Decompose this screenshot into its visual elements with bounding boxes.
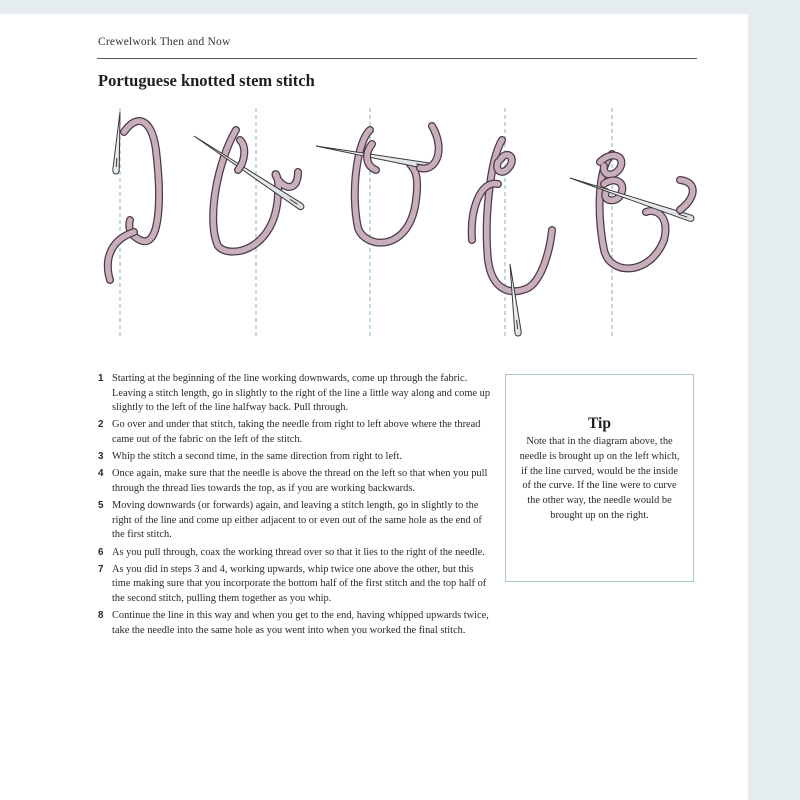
tip-body: Note that in the diagram above, the needle is brought up on the left which, if the line curved, would be the inside of the curve. If the line were to curve the other way, the needle would be brought up on the right. bbox=[519, 436, 680, 521]
page-frame-top bbox=[0, 0, 760, 14]
step-number: 3 bbox=[98, 451, 104, 463]
step-item bbox=[98, 563, 494, 607]
tip-title: Tip bbox=[588, 415, 611, 432]
step-item bbox=[98, 499, 494, 543]
running-head: Crewelwork Then and Now bbox=[98, 36, 231, 48]
needle-icon bbox=[113, 112, 120, 174]
section-title: Portuguese knotted stem stitch bbox=[98, 71, 315, 90]
step-text: Whip the stitch a second time, in the same direction from right to left. bbox=[112, 451, 402, 463]
step-text: Go over and under that stitch, taking the needle from right to left above where the thread came out of the fabric on the left of the stitch. bbox=[112, 419, 481, 445]
step-text: As you did in steps 3 and 4, working upwards, whip twice one above the other, but this time making sure that you incorporate the bottom half of the first stitch and the top half of the second stitch, pulling them together as you whip. bbox=[112, 563, 487, 604]
step-number: 6 bbox=[98, 546, 104, 558]
step-item bbox=[98, 418, 494, 447]
step-item bbox=[98, 609, 494, 638]
step-number: 2 bbox=[98, 419, 104, 431]
step-number: 1 bbox=[98, 373, 104, 384]
step-number: 4 bbox=[98, 468, 104, 480]
stitch-diagram bbox=[90, 100, 710, 340]
thread-icon bbox=[497, 155, 512, 172]
instruction-list bbox=[98, 372, 494, 641]
thread-icon bbox=[680, 180, 693, 210]
thread-icon bbox=[355, 130, 417, 243]
step-text: Continue the line in this way and when you get to the end, having whipped upwards twice, take the needle into the same hole as you went into when you worked the final stitch. bbox=[112, 610, 489, 636]
step-item bbox=[98, 546, 494, 561]
step-text: Moving downwards (or forwards) again, and leaving a stitch length, go in slightly to the right of the line and come up either adjacent to or even out of the same hole as the end of the first stitch. bbox=[112, 500, 482, 541]
thread-icon bbox=[600, 155, 621, 174]
step-number: 5 bbox=[98, 500, 104, 512]
page-frame-right bbox=[748, 0, 800, 800]
step-text: As you pull through, coax the working thread over so that it lies to the right of the needle. bbox=[112, 546, 485, 558]
step-text: Starting at the beginning of the line working downwards, come up through the fabric. Leaving a stitch length, go in slightly to the right of the line a little way along and come up slightly to the left of the line halfway back. Pull through. bbox=[112, 373, 491, 414]
step-number: 7 bbox=[98, 563, 104, 575]
tip-box bbox=[505, 374, 694, 582]
step-item bbox=[98, 372, 494, 416]
step-item bbox=[98, 450, 494, 465]
thread-icon bbox=[213, 130, 298, 252]
step-number: 8 bbox=[98, 610, 104, 622]
needle-icon bbox=[570, 178, 694, 221]
needle-icon bbox=[510, 264, 521, 336]
thread-icon bbox=[238, 140, 244, 170]
step-item bbox=[98, 467, 494, 496]
header-rule bbox=[97, 58, 697, 59]
step-text: Once again, make sure that the needle is above the thread on the left so that when you pull through the thread lies towards the top, as if you are working backwards. bbox=[112, 468, 488, 494]
thread-icon bbox=[108, 232, 134, 280]
thread-icon bbox=[124, 121, 159, 241]
